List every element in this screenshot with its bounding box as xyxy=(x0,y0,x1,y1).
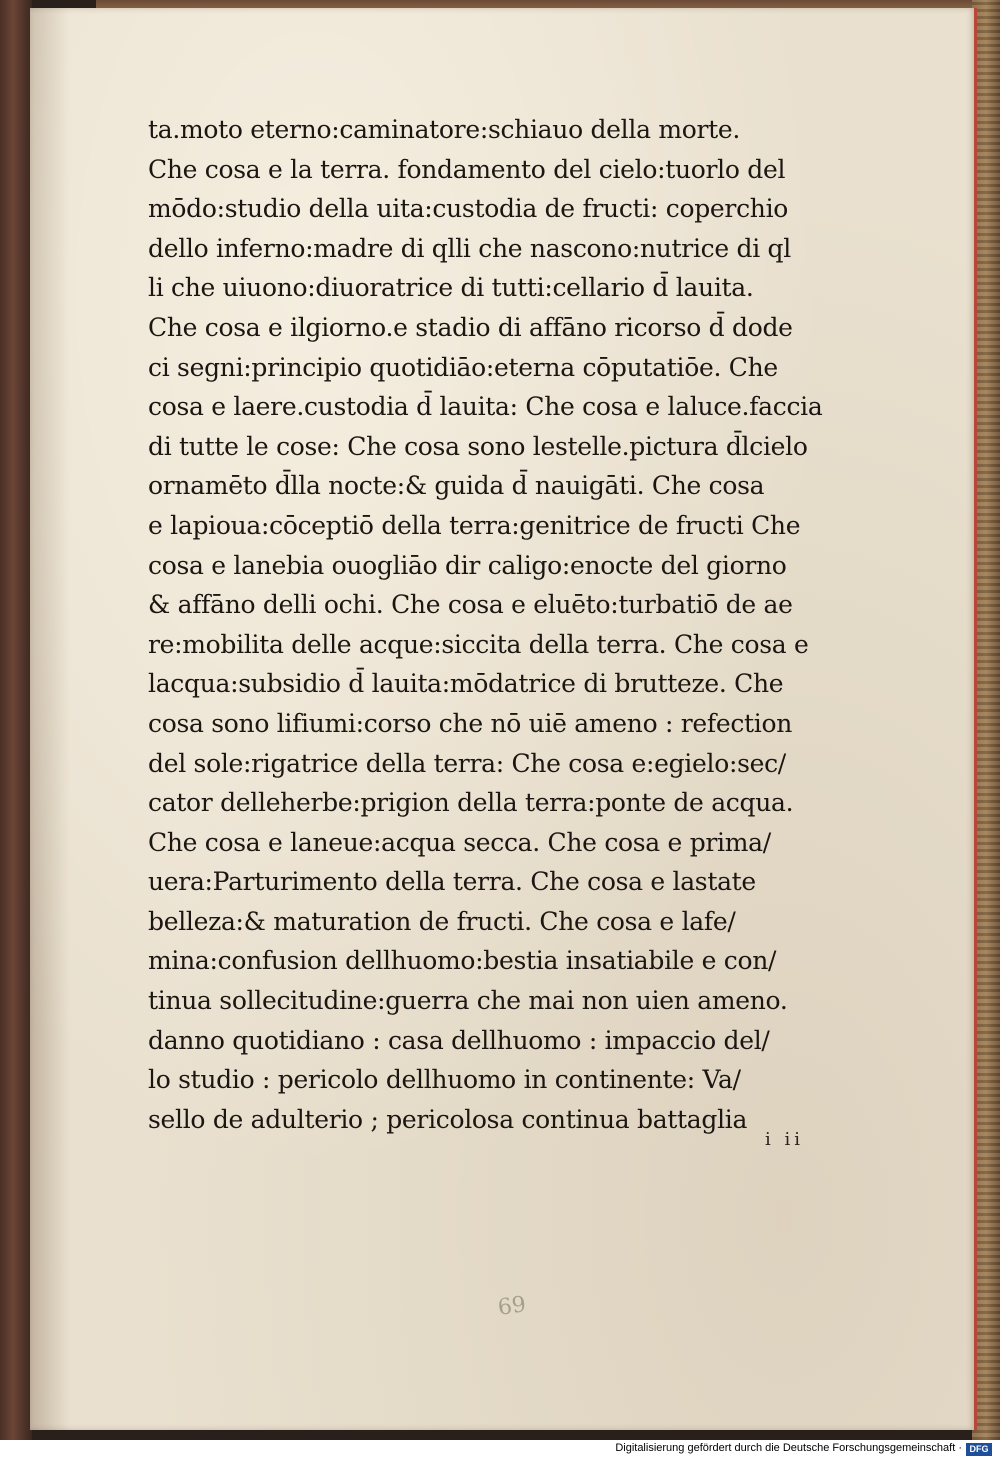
text-line: cosa e lanebia ouogliāo dir caligo:enocte del giorno xyxy=(148,550,787,580)
text-line: re:mobilita delle acque:siccita della terra. Che cosa e xyxy=(148,629,809,659)
footer-credit: Digitalisierung gefördert durch die Deutsche Forschungsgemeinschaft · xyxy=(615,1442,962,1454)
text-line: dello inferno:madre di qlli che nascono:nutrice di ql xyxy=(148,233,791,263)
text-line: cosa e laere.custodia d̄ lauita: Che cosa e laluce.faccia xyxy=(148,392,823,422)
text-line: tinua sollecitudine:guerra che mai non uien ameno. xyxy=(148,986,788,1016)
text-line: lacqua:subsidio d̄ lauita:mōdatrice di brutteze. Che xyxy=(148,669,784,699)
text-line: danno quotidiano : casa dellhuomo : impaccio del/ xyxy=(148,1025,770,1055)
text-line: & affāno delli ochi. Che cosa e eluēto:turbatiō de ae xyxy=(148,590,793,620)
dfg-logo-icon: DFG xyxy=(966,1443,992,1456)
text-line: e lapioua:cōceptiō della terra:genitrice de fructi Che xyxy=(148,510,801,540)
signature-mark: i ii xyxy=(765,1129,804,1150)
text-line: cosa sono lifiumi:corso che nō uiē ameno : refection xyxy=(148,708,793,738)
text-line: ta.moto eterno:caminatore:schiauo della morte. xyxy=(148,115,741,144)
text-line: del sole:rigatrice della terra: Che cosa e:egielo:sec/ xyxy=(148,748,786,778)
text-line: di tutte le cose: Che cosa sono lestelle.pictura d̄lcielo xyxy=(148,431,808,461)
text-block xyxy=(148,110,838,1139)
text-line: cator delleherbe:prigion della terra:ponte de acqua. xyxy=(148,788,794,818)
text-line: belleza:& maturation de fructi. Che cosa e lafe/ xyxy=(148,906,736,936)
text-line: li che uiuono:diuoratrice di tutti:cellario d̄ lauita. xyxy=(148,273,754,303)
pencil-note: 69 xyxy=(496,1292,528,1321)
text-line: mina:confusion dellhuomo:bestia insatiabile e con/ xyxy=(148,946,777,976)
text-line: ornamēto d̄lla nocte:& guida d̄ nauigāti. Che cosa xyxy=(148,471,765,501)
text-line: Che cosa e laneue:acqua secca. Che cosa e prima/ xyxy=(148,827,771,857)
footer-bar xyxy=(0,1440,1000,1459)
text-line: ci segni:principio quotidiāo:eterna cōputatiōe. Che xyxy=(148,352,778,382)
text-line: Che cosa e ilgiorno.e stadio di affāno ricorso d̄ dode xyxy=(148,312,793,342)
book-page xyxy=(30,8,977,1430)
text-line: Che cosa e la terra. fondamento del cielo:tuorlo del xyxy=(148,154,786,184)
text-line: lo studio : pericolo dellhuomo in continente: Va/ xyxy=(148,1065,741,1095)
text-line: mōdo:studio della uita:custodia de fructi: coperchio xyxy=(148,194,789,224)
left-binding xyxy=(0,0,32,1440)
text-line: uera:Parturimento della terra. Che cosa e lastate xyxy=(148,867,756,897)
text-line: sello de adulterio ; pericolosa continua battaglia xyxy=(148,1104,748,1134)
